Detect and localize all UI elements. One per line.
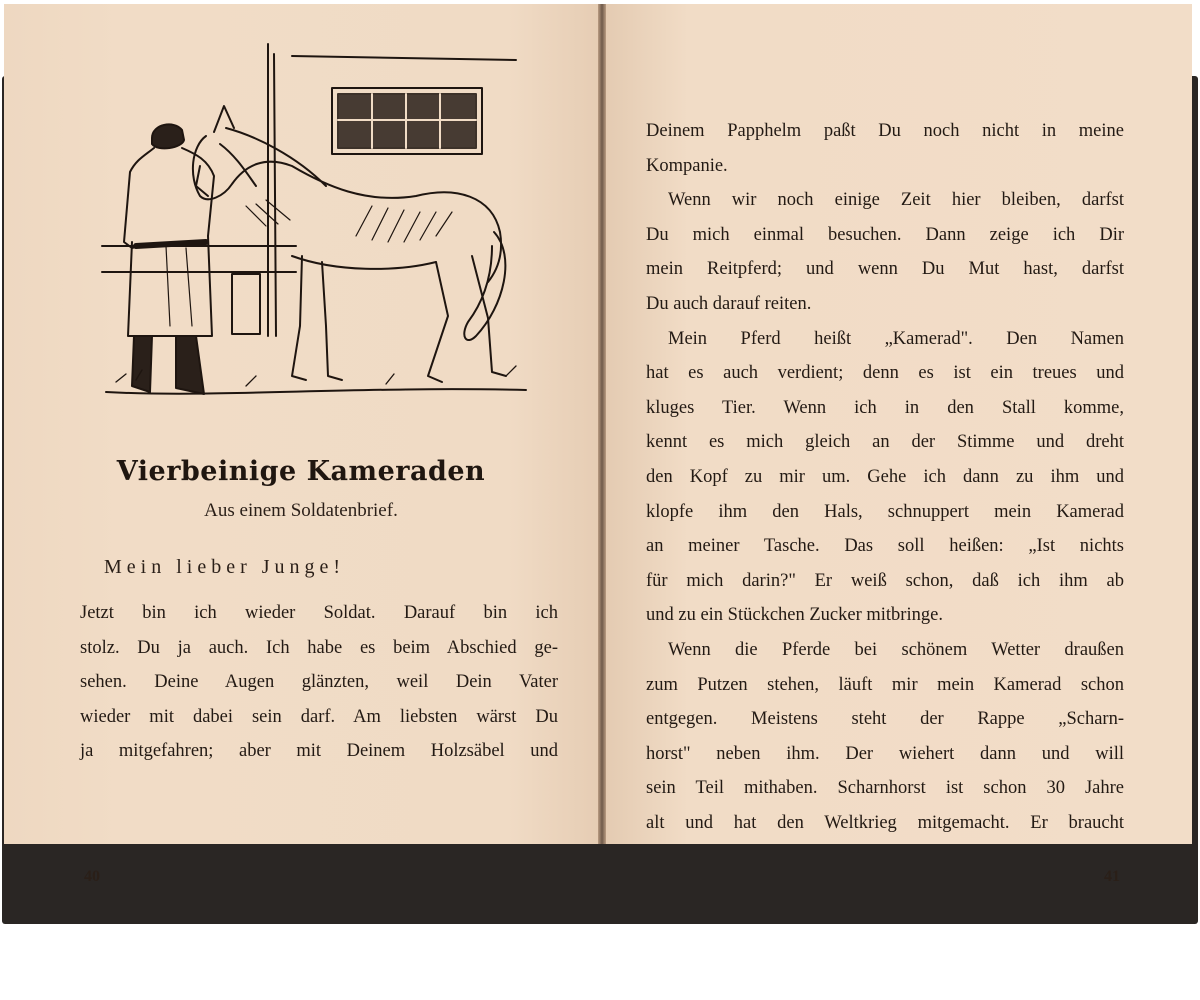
page-number-right: 41 [1104,868,1120,885]
text-line: entgegen. Meistens steht der Rappe „Scharn- [646,709,1124,730]
text-line: an meiner Tasche. Das soll heißen: „Ist nichts [646,536,1124,557]
text-line: Wenn die Pferde bei schönem Wetter draußen [668,639,1124,660]
text-line: sein Teil mithaben. Scharnhorst ist schon 30 Jahre [646,778,1124,799]
soldier-horse-illustration [96,36,536,408]
text-line: horst" neben ihm. Der wiehert dann und will [646,743,1124,764]
text-line: kluges Tier. Wenn ich in den Stall komme, [646,397,1124,418]
text-line: Du auch darauf reiten. [646,293,812,314]
text-line: Wenn wir noch einige Zeit hier bleiben, darfst [668,190,1124,211]
text-line: hat es auch verdient; denn es ist ein treues und [646,363,1124,384]
text-line: sehen. Deine Augen glänzten, weil Dein Vater [80,672,558,693]
text-line: mein Reitpferd; und wenn Du Mut hast, darfst [646,259,1124,280]
text-line: für mich darin?" Er weiß schon, daß ich ihm ab [646,570,1124,591]
right-page-body [646,114,1124,840]
text-line: Deinem Papphelm paßt Du noch nicht in meine [646,121,1124,141]
text-line: den Kopf zu mir um. Gehe ich dann zu ihm und [646,466,1124,487]
book-gutter [598,4,606,844]
text-line: Kompanie. [646,155,728,176]
text-line: kennt es mich gleich an der Stimme und dreht [646,432,1124,453]
letter-salutation: Mein lieber Junge! [104,556,346,578]
text-line: und zu ein Stückchen Zucker mitbringe. [646,605,943,626]
text-line: Du mich einmal besuchen. Dann zeige ich Dir [646,224,1124,245]
text-line: Mein Pferd heißt „Kamerad". Den Namen [668,328,1124,349]
story-subtitle: Aus einem Soldatenbrief. [204,500,398,521]
left-page-body [80,596,558,769]
text-line: klopfe ihm den Hals, schnuppert mein Kamerad [646,501,1124,522]
page-number-left: 40 [84,868,100,885]
text-line: Jetzt bin ich wieder Soldat. Darauf bin ich [80,603,558,623]
text-line: zum Putzen stehen, läuft mir mein Kamerad schon [646,674,1124,695]
text-line: stolz. Du ja auch. Ich habe es beim Abschied ge- [80,637,558,658]
text-line: wieder mit dabei sein darf. Am liebsten wärst Du [80,706,558,727]
story-title: Vierbeinige Kameraden [116,456,486,487]
text-line: ja mitgefahren; aber mit Deinem Holzsäbel und [80,741,558,762]
text-line: alt und hat den Weltkrieg mitgemacht. Er braucht [646,812,1124,833]
